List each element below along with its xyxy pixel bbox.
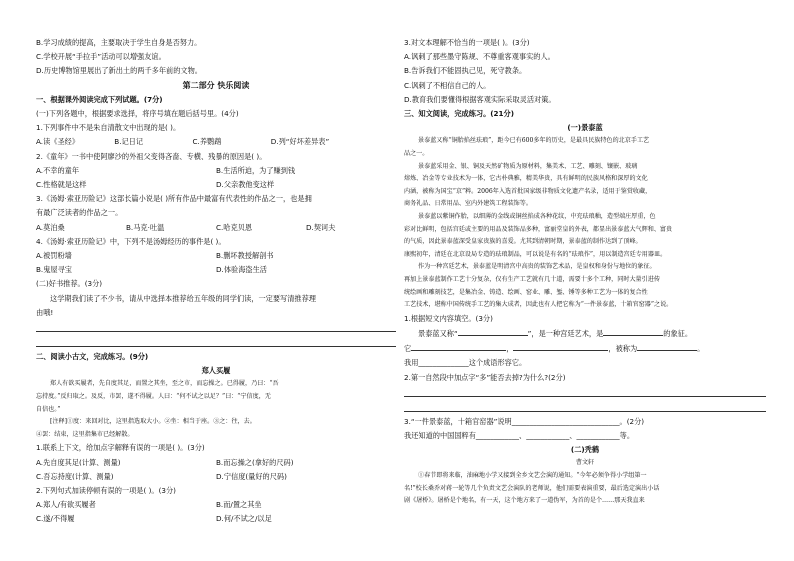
- option-c-line: C.学校开展“手拉手”活动可以增强友谊。: [36, 52, 166, 62]
- passage-line: 景泰蓝以紫铜作胎，以细薄的金线或铜丝掐成各种花纹，中充珐琅釉，造型端庄厚重，色: [418, 212, 656, 220]
- question-4-options-row2: [36, 263, 396, 277]
- fill-text: ”，是一种宫廷艺术，是: [527, 328, 604, 338]
- passage-line: 工艺技术，堪称中国传统手工艺的集大成者，因此也有人把它称为“一件景泰蓝，十箱官窑器”之说。: [404, 301, 673, 309]
- answer-line[interactable]: [404, 400, 766, 412]
- option: C.哈克贝恩: [216, 222, 253, 232]
- question-3-right: 3.对文本理解不恰当的一项是( )。(3分): [404, 38, 530, 47]
- passage-line: 作为一种宫廷艺术，景泰蓝是明清宫中高贵的装饰艺术品，是皇权和身份与地位的象征。: [418, 263, 656, 271]
- question-1: 1.下列事件中不是朱自清散文中出现的是( )。: [36, 123, 181, 133]
- fill-text: 景泰蓝又称“: [418, 328, 458, 338]
- passage-question-2: 2.第一自然段中加点字“多”能否去掉?为什么?(2分): [404, 372, 566, 382]
- fill-line-3: 我用______________这个成语形容它。: [404, 358, 527, 368]
- ancient-question-2-options-row2: [36, 512, 396, 526]
- recommend-prompt: 这学期我们读了不少书，请从中选择本推荐给五年级的同学们读，一定要写清推荐理: [50, 293, 316, 303]
- passage-question-3: 3.“一件景泰蓝，十箱官窑器”说明______________________________。(2分): [404, 416, 645, 426]
- option: C.遂/不得履: [36, 514, 75, 524]
- option: C.吾忘持度(计算、测量): [36, 471, 114, 481]
- answer-line[interactable]: [36, 320, 396, 332]
- passage-line: 景泰蓝采用金、银、铜及天然矿物质为原材料，集美术、工艺、雕刻、镶嵌、玻璃: [418, 162, 638, 170]
- fill-text: ，被称为: [608, 344, 638, 354]
- section-1-sub-1: (一)下列各题中，根据要求选择，将序号填在题后括号里。(4分): [36, 109, 239, 119]
- option: C.养鹦鹉: [192, 137, 222, 147]
- question-2-options-row2: [36, 178, 396, 192]
- left-column: [36, 36, 396, 527]
- ancient-text-line: 郑人有欲买履者，先自度其足，而置之其坐，至之市，而忘操之。已得履，乃曰：“吾: [50, 380, 279, 388]
- option: A.不幸的童年: [36, 165, 80, 175]
- option: A.先自度其足(计算、测量): [36, 457, 121, 467]
- option: B.马克·吐温: [126, 222, 165, 232]
- passage-line: 康熙初年，清廷在北京设局专造的珐琅制品，可以说是有名的“珐琅作”，用以制造宫廷专用器皿。: [404, 250, 667, 258]
- part-title: 第二部分 快乐阅读: [182, 80, 250, 90]
- option-b-line: B.学习成绩的提高，主要取决于学生自身是否努力。: [36, 38, 202, 47]
- section-2-title: 二、阅读小古文，完成练习。(9分): [36, 352, 149, 362]
- ancient-question-1: 1.联系上下文，给加点字解释有误的一项是( )。(3分): [36, 443, 205, 453]
- option: B.记日记: [114, 137, 144, 147]
- option: D.列“好坏差异表”: [270, 137, 330, 147]
- option: D.体验海盗生活: [216, 265, 267, 275]
- ancient-question-2: 2.下列句式加读停顿有误的一项是( )。(3分): [36, 486, 176, 496]
- passage-question-3-cont: 我还知道的中国国粹有____________、____________、____________等。: [404, 430, 635, 440]
- option: A.讽刺了那些墨守陈规、不尊重客观事实的人。: [404, 52, 555, 62]
- ancient-question-1-options-row2: [36, 470, 396, 484]
- passage-line: 再加上景泰蓝制作工艺十分复杂，仅有生产工艺就有几十道，需要十多个工种，同时大量引进传: [404, 275, 660, 283]
- option: D.教育我们要懂得根据客观实际采取灵活对策。: [404, 94, 556, 104]
- ancient-text-line: 忘持度。”反归取之。及反，市罢，遂不得履。人曰：“何不试之以足？”曰：“宁信度，无: [36, 393, 271, 401]
- option: C.性格就是这样: [36, 180, 87, 190]
- fill-text: ，: [506, 344, 514, 354]
- option: B.鬼屋寻宝: [36, 265, 72, 275]
- question-1-options: [36, 135, 396, 149]
- passage-line: 名!”校长桑乔对蒋一轮等几个负责文艺会演队的老师说，他们需要表演重要，最后选定演出小话: [404, 484, 660, 492]
- passage-line: 的气质，因此景泰蓝深受皇家贵族的喜爱。尤其到清朝时期，景泰蓝的制作达到了顶峰。: [404, 238, 642, 246]
- fill-text: 它: [404, 344, 412, 354]
- question-4: 4.《汤姆·索亚历险记》中，下列不是汤姆经历的事件是( )。: [36, 236, 226, 246]
- question-4-options-row1: [36, 249, 396, 263]
- annotation-line: [注释]①度：来回对比，这里指选取大小。②坐：相当于座。③之：往，去。: [50, 418, 256, 426]
- blank-field[interactable]: [603, 326, 663, 336]
- question-3: 3.《汤姆·索亚历险记》这部长篇小说是( )所有作品中最富有代表性的作品之一，也是拥: [36, 194, 312, 204]
- passage-question-1: 1.根据短文内容填空。(3分): [404, 313, 493, 323]
- passage-2-author: 曹文轩: [575, 459, 595, 467]
- option: A.读《圣经》: [36, 137, 80, 147]
- passage-1-title: (一)景泰蓝: [567, 123, 603, 133]
- section-1-sub-2: (二)好书推荐。(3分): [36, 279, 103, 289]
- recommend-prompt-cont: 由哦!: [36, 307, 54, 317]
- answer-line[interactable]: [36, 335, 396, 347]
- option: C.讽刺了不相信自己的人。: [404, 80, 491, 90]
- passage-2-title: (二)秃鹤: [570, 445, 600, 455]
- option: A.郑人/有欲买履者: [36, 500, 96, 510]
- passage-line: 剧《屠桥》。屠桥是个地名，有一天，这个地方来了一道伪军，为首的是个……那天我直来: [404, 497, 645, 505]
- fill-text: 的象征。: [663, 328, 693, 338]
- section-3-title: 三、知文阅读，完成练习。(21分): [404, 109, 515, 119]
- option: B.告诉我们不能固执己见，死守教条。: [404, 66, 527, 76]
- ancient-question-1-options-row1: [36, 456, 396, 470]
- fill-line-2: [404, 341, 766, 356]
- fill-line-1: [404, 326, 766, 341]
- blank-field[interactable]: [458, 326, 528, 336]
- answer-line[interactable]: [404, 385, 766, 397]
- section-1-title: 一、根据课外阅读完成下列试题。(7分): [36, 94, 163, 104]
- option: D.父亲教他变这样: [216, 180, 275, 190]
- blank-field[interactable]: [513, 341, 608, 351]
- option: A.莫泊桑: [36, 222, 65, 232]
- option: D.契诃夫: [306, 222, 336, 232]
- question-2: 2.《童年》一书中使阿廖沙的外祖父变得吝啬、专横、残暴的原因是( )。: [36, 151, 267, 161]
- passage-line: 内涵，被称为国宝“京”粹。2006年入选首批国家级非物质文化遗产名录，适用于鉴赏收藏，: [404, 187, 652, 195]
- passage-line: 熔炼、冶金等专业技术为一体，它古朴典雅，精美华贵，具有鲜明的民族风格和深厚的文化: [404, 175, 648, 183]
- option: B.删坏教授解剖书: [216, 251, 274, 261]
- option: D.何/不试之/以足: [216, 514, 272, 524]
- blank-field[interactable]: [411, 341, 506, 351]
- option: D.宁信度(量好的尺码): [216, 471, 287, 481]
- passage-line: ①春节即将来临，油麻地小学又接到全乡文艺会演的通知。“今年必须争得小学组第一: [418, 471, 647, 479]
- annotation-line: ④罢：结束，这里指集市已经解散。: [36, 430, 134, 438]
- option: B.而忘操之(拿好的尺码): [216, 457, 294, 467]
- question-3-options: [36, 221, 396, 235]
- option-d-line: D.历史博物馆里展出了新出土的两千多年前的文物。: [36, 66, 202, 76]
- passage-line: 品之一。: [404, 150, 429, 158]
- ancient-text-title: 郑人买履: [201, 366, 231, 376]
- question-3-cont: 有最广泛读者的作品之一。: [36, 208, 123, 218]
- passage-line: 商务礼品、日常用品、室内外建筑工程装饰等。: [404, 200, 532, 208]
- option: B.而/置之其坐: [216, 500, 262, 510]
- fill-text: 。: [697, 344, 705, 354]
- right-column: [404, 36, 766, 508]
- passage-line: 彩对比鲜明，包括宫廷或主要的用品及装饰品多种，富丽堂皇的外表，都显出景泰蓝大气辉和、富贵: [404, 225, 673, 233]
- option: A.被罚粉墙: [36, 251, 72, 261]
- passage-line: 景泰蓝又称“铜胎掐丝珐琅”，距今已有600多年的历史，是最具民族特色的北京手工艺: [418, 137, 650, 145]
- question-2-options-row1: [36, 164, 396, 178]
- ancient-text-line: 自信也。”: [36, 405, 61, 413]
- ancient-question-2-options-row1: [36, 498, 396, 512]
- option: B.生活所迫，为了赚到钱: [216, 165, 296, 175]
- passage-line: 统绘画和雕刻技艺，是集冶金、铸造、绘画、窑业、雕、錾、锤等多种工艺为一体的复合性: [404, 288, 648, 296]
- blank-field[interactable]: [637, 341, 697, 351]
